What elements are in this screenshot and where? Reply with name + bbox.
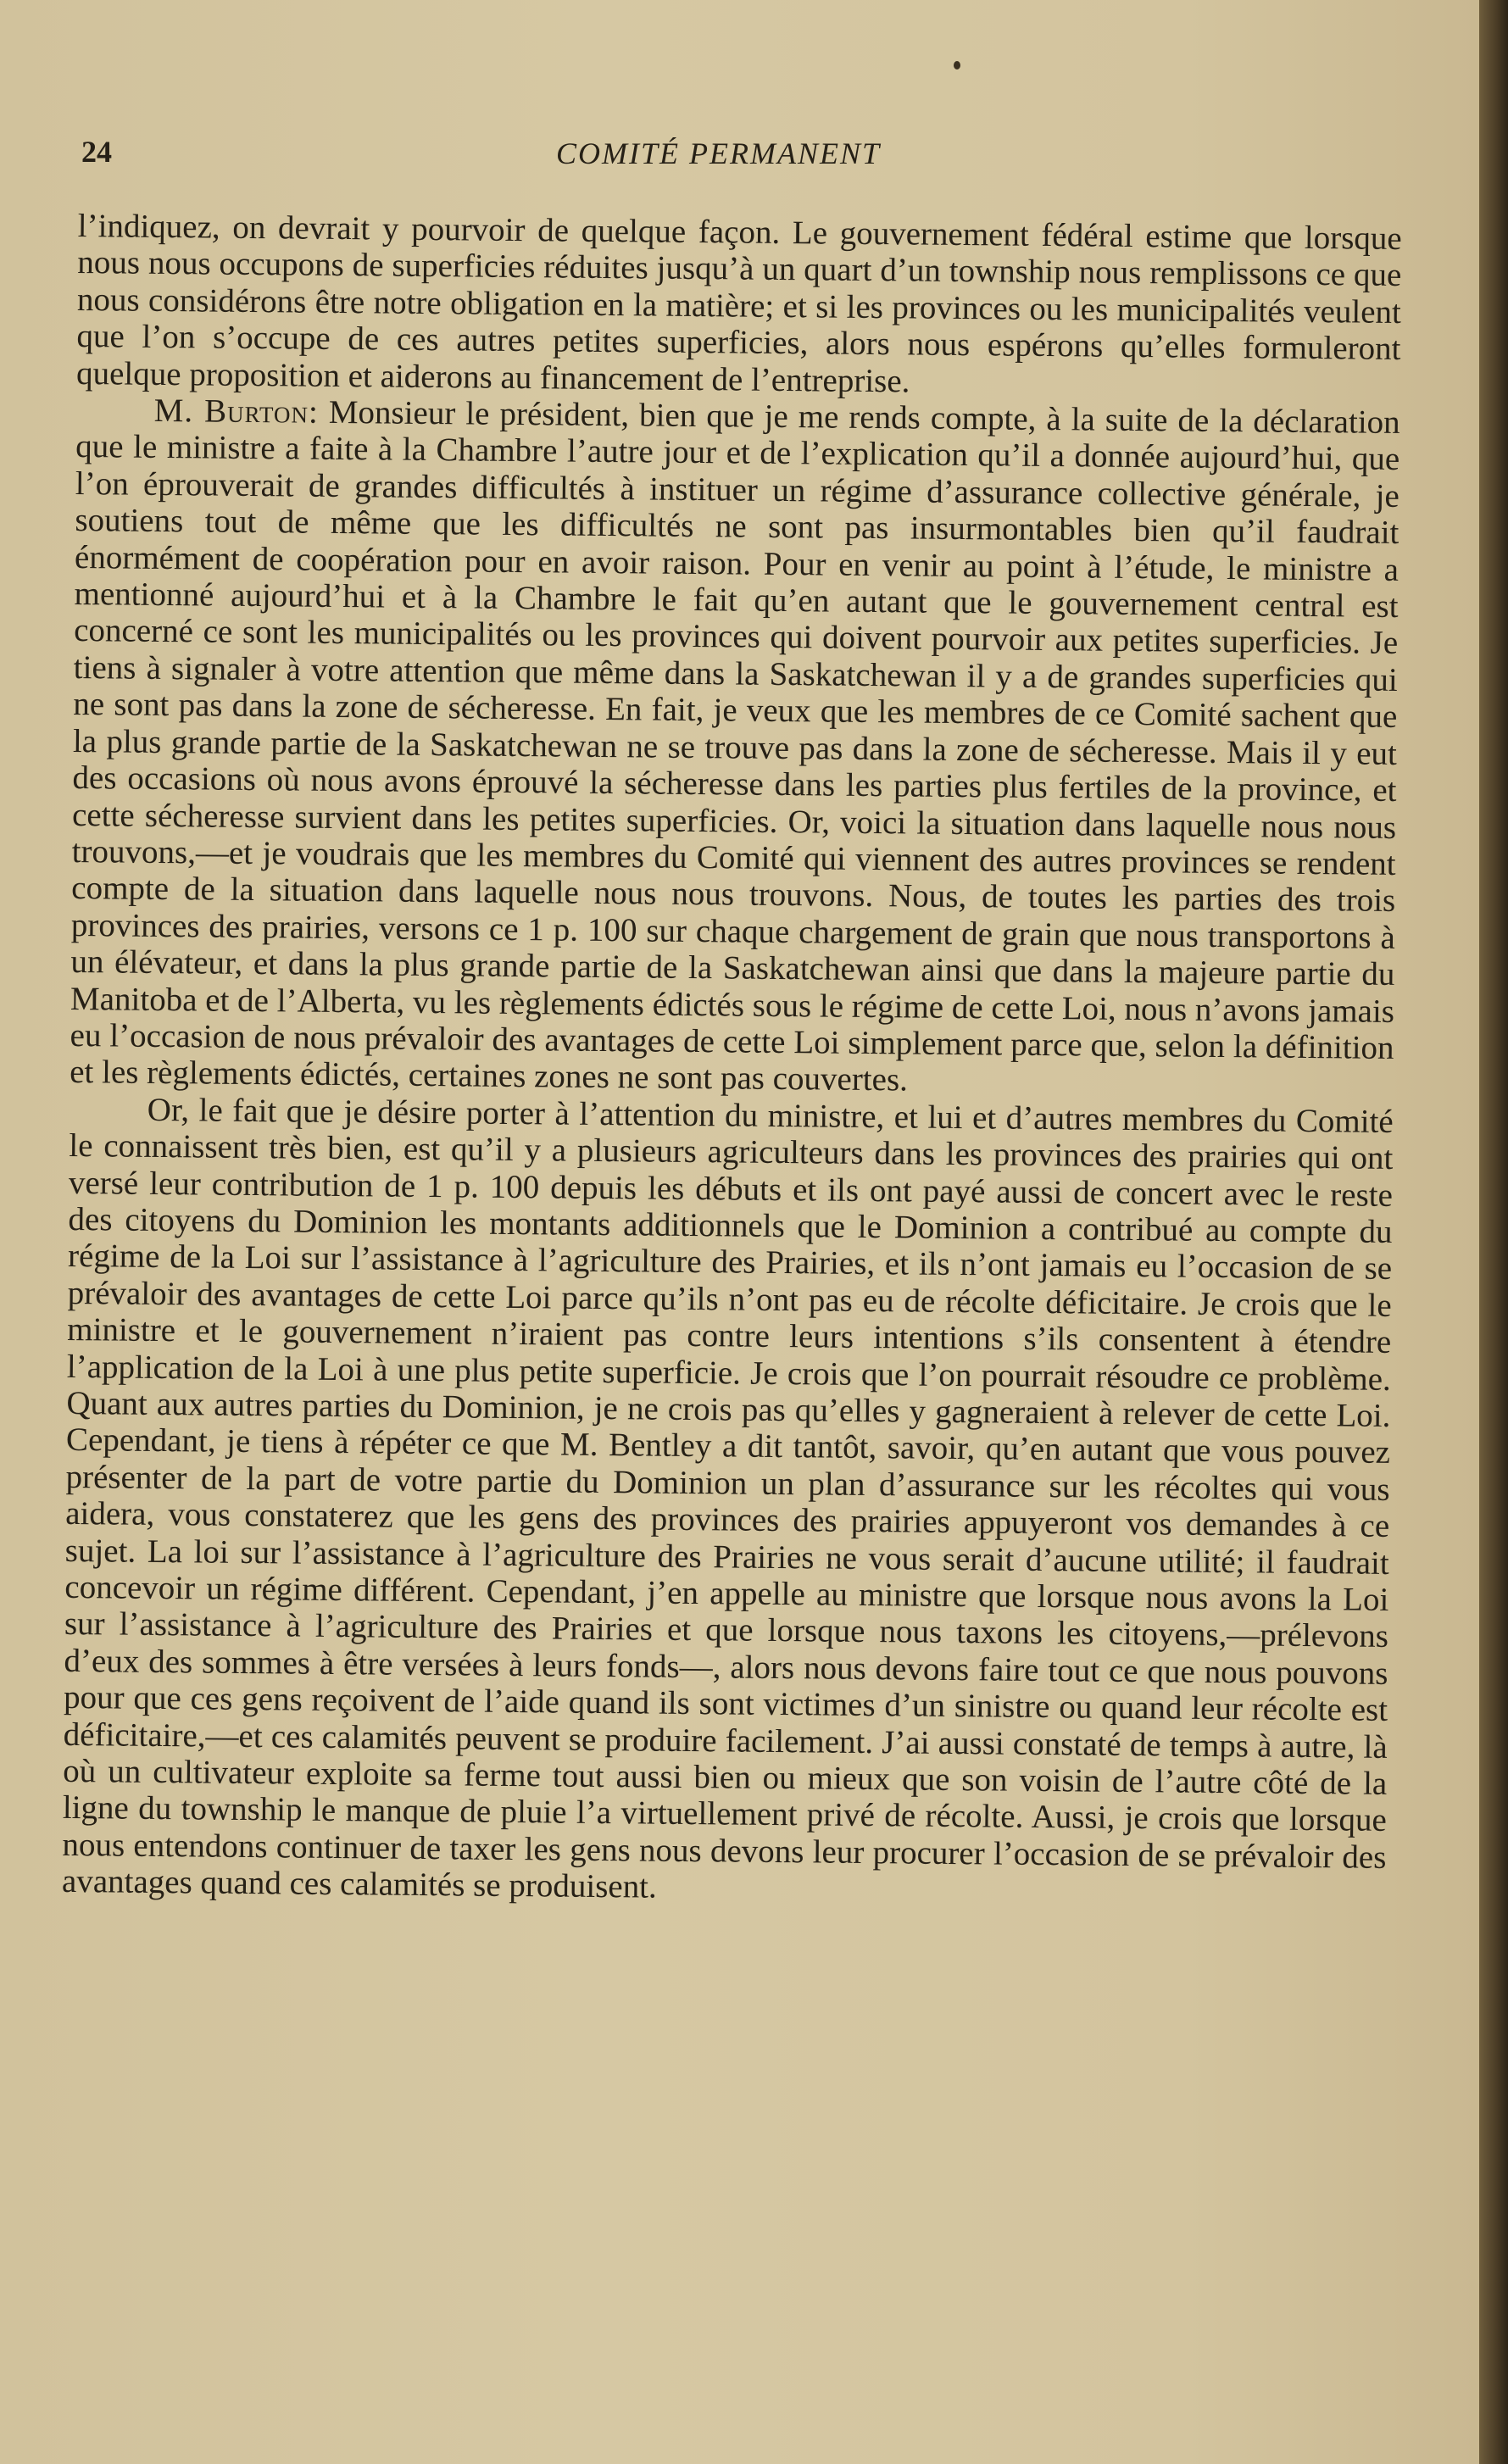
page-number: 24: [81, 135, 112, 169]
book-binding-edge: [1479, 0, 1508, 2464]
paragraph-text: Or, le fait que je désire porter à l’attention du ministre, et lui et d’autres membres du Comité le connaissent très bien, est qu’il y a plusieurs agriculteurs dans les provinces des prairies qui ont versé leur contribution de 1 p. 100 depuis les débuts et ils ont payé aussi de concert avec le reste des citoyens du Dominion les montants additionnels que le Dominion a contribué au compte du régime de la Loi sur l’assistance à l’agriculture des Prairies, et ils n’ont jamais eu l’occasion de se prévaloir des avantages de cette Loi parce qu’ils n’ont pas eu de récolte déficitaire. Je crois que le ministre et le gouvernement n’iraient pas contre leurs intentions s’ils consentent à étendre l’application de la Loi à une plus petite superficie. Je crois que l’on pourrait résoudre ce problème. Quant aux autres parties du Dominion, je ne crois pas qu’elles y gagneraient à relever de cette Loi. Cependant, je tiens à répéter ce que M. Bentley a dit tantôt, savoir, qu’en autant que vous pouvez présenter de la part de votre partie du Dominion un plan d’assurance sur les récoltes qui vous aidera, vous constaterez que les gens des provinces des prairies appuyeront vos demandes à ce sujet. La loi sur l’assistance à l’agriculture des Prairies ne vous serait d’aucune utilité; il faudrait concevoir un régime différent. Cependant, j’en appelle au ministre que lorsque nous avons la Loi sur l’assistance à l’agriculture des Prairies et que lorsque nous taxons les citoyens,—prélevons d’eux des sommes à être versées à leurs fonds—, alors nous devons faire tout ce que nous pouvons pour que ces gens reçoivent de l’aide quand ils sont victimes d’un sinistre ou quand leur récolte est déficitaire,—et ces calamités peuvent se produire facilement. J’ai aussi constaté de temps à autre, là où un cultivateur exploite sa ferme tout aussi bien ou mieux que son voisin de l’autre côté de la ligne du township le manque de pluie l’a virtuellement privé de récolte. Aussi, je crois que lorsque nous entendons continuer de taxer les gens nous devons leur procurer l’occasion de se prévaloir des avantages quand ces calamités se produisent.: [61, 1091, 1394, 1905]
paragraph-2: [70, 392, 1400, 1104]
running-title: COMITÉ PERMANENT: [556, 136, 881, 170]
paragraph-3: [62, 1091, 1394, 1913]
paragraph-text: l’indiquez, on devrait y pourvoir de quelque façon. Le gouvernement fédéral estime que lorsque nous nous occupons de superficies réduites jusqu’à un quart d’un township nous remplissons ce que nous considérons être notre obligation en la matière; et si les provinces ou les municipalités veulent que l’on s’occupe de ces autres petites superficies, alors nous espérons qu’elles formuleront quelque proposition et aiderons au financement de l’entreprise.: [75, 208, 1402, 400]
ink-dot: [954, 61, 960, 70]
speaker-name: M. Burton:: [153, 392, 320, 431]
paragraph-text: Monsieur le président, bien que je me rends compte, à la suite de la déclaration que le ministre a faite à la Chambre l’autre jour et de l’explication qu’il a donnée aujourd’hui, que l’on éprouverait de grandes difficultés à instituer un régime d’assurance collective générale, je soutiens tout de même que les difficultés ne sont pas insurmontables bien qu’il faudrait énormément de coopération pour en avoir raison. Pour en venir au point à l’étude, le ministre a mentionné aujourd’hui et à la Chambre le fait qu’en autant que le gouvernement central est concerné ce sont les municipalités ou les provinces qui doivent pourvoir aux petites superficies. Je tiens à signaler à votre attention que même dans la Saskatchewan il y a de grandes superficies qui ne sont pas dans la zone de sécheresse. En fait, je veux que les membres de ce Comité sachent que la plus grande partie de la Saskatchewan ne se trouve pas dans la zone de sécheresse. Mais il y eut des occasions où nous avons éprouvé la sécheresse dans les parties plus fertiles de la province, et cette sécheresse survient dans les petites superficies. Or, voici la situation dans laquelle nous nous trouvons,—et je voudrais que les membres du Comité qui viennent des autres provinces se rendent compte de la situation dans laquelle nous nous trouvons. Nous, de toutes les parties des trois provinces des prairies, versons ce 1 p. 100 sur chaque chargement de grain que nous transportons à un élévateur, et dans la plus grande partie de la Saskatchewan ainsi que dans la majeure partie du Manitoba et de l’Alberta, vu les règlements édictés sous le régime de cette Loi, nous n’avons jamais eu l’occasion de nous prévaloir des avantages de cette Loi simplement parce que, selon la définition et les règlements édictés, certaines zones ne sont pas couvertes.: [70, 393, 1400, 1099]
paragraph-1: [76, 208, 1402, 404]
page-header: [81, 134, 1404, 176]
body-text: [62, 208, 1402, 1913]
